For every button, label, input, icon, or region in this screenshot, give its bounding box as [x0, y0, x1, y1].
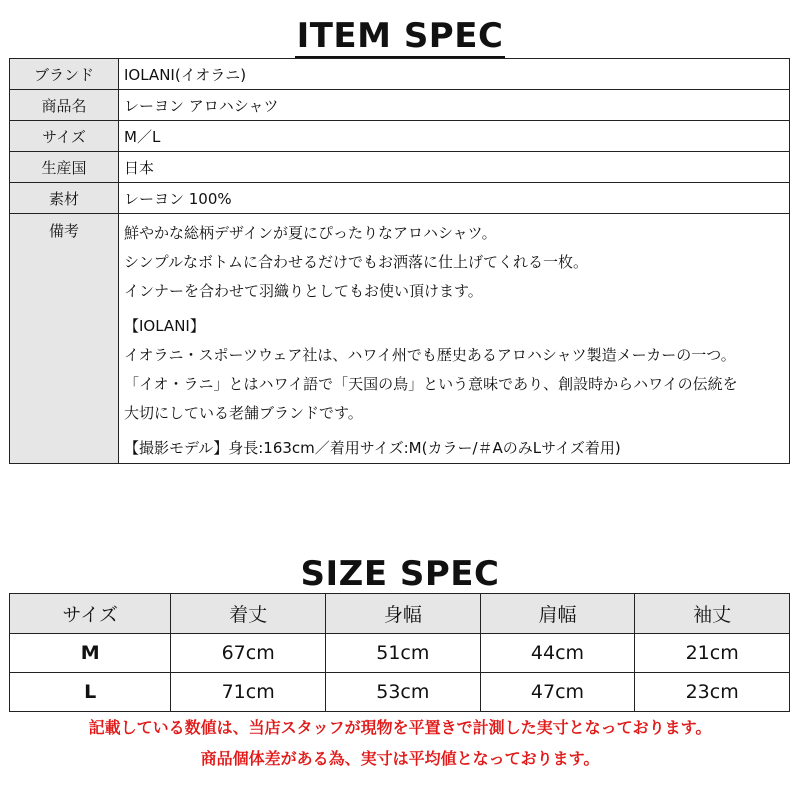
notes-line: インナーを合わせて羽織りとしてもお使い頂けます。: [124, 282, 483, 300]
item-spec-title: ITEM SPEC: [0, 16, 800, 56]
spec-row-brand: [10, 59, 790, 90]
header-sleeve: 袖丈: [635, 594, 790, 634]
spec-row-notes: [10, 214, 790, 464]
notes-line: 鮮やかな総柄デザインが夏にぴったりなアロハシャツ。: [124, 224, 497, 242]
notes-line: 【IOLANI】: [124, 317, 205, 335]
spec-value: IOLANI(イオラニ): [119, 59, 790, 90]
size-cell: 23cm: [635, 673, 790, 712]
size-cell: 51cm: [326, 634, 481, 673]
disclaimer-line-1: 記載している数値は、当店スタッフが現物を平置きで計測した実寸となっております。: [88, 718, 712, 737]
size-row-m: [10, 634, 790, 673]
spec-value: レーヨン アロハシャツ: [119, 90, 790, 121]
spec-key: サイズ: [10, 121, 119, 152]
spec-value: 日本: [119, 152, 790, 183]
notes-cell: [119, 214, 790, 464]
spec-row-material: [10, 183, 790, 214]
size-label: L: [10, 673, 171, 712]
header-width: 身幅: [326, 594, 481, 634]
size-cell: 53cm: [326, 673, 481, 712]
size-cell: 47cm: [480, 673, 635, 712]
notes-line: 「イオ・ラニ」とはハワイ語で「天国の鳥」という意味であり、創設時からハワイの伝統を: [124, 375, 738, 393]
spec-key: 素材: [10, 183, 119, 214]
spec-row-product-name: [10, 90, 790, 121]
spec-key: 生産国: [10, 152, 119, 183]
notes-line: イオラニ・スポーツウェア社は、ハワイ州でも歴史あるアロハシャツ製造メーカーの一つ。: [124, 346, 736, 364]
header-shoulder: 肩幅: [480, 594, 635, 634]
size-cell: 71cm: [171, 673, 326, 712]
spec-key: 備考: [10, 214, 119, 464]
size-cell: 67cm: [171, 634, 326, 673]
spec-key: ブランド: [10, 59, 119, 90]
size-cell: 44cm: [480, 634, 635, 673]
spec-key: 商品名: [10, 90, 119, 121]
size-row-l: [10, 673, 790, 712]
item-spec-table: [9, 58, 790, 464]
notes-line: 【撮影モデル】身長:163cm／着用サイズ:M(カラー/＃AのみLサイズ着用): [124, 439, 621, 457]
size-spec-table: [9, 593, 790, 712]
notes-line: シンプルなボトムに合わせるだけでもお洒落に仕上げてくれる一枚。: [124, 253, 589, 271]
header-size: サイズ: [10, 594, 171, 634]
size-cell: 21cm: [635, 634, 790, 673]
size-label: M: [10, 634, 171, 673]
size-spec-title: SIZE SPEC: [0, 554, 800, 594]
spec-value: レーヨン 100%: [119, 183, 790, 214]
header-length: 着丈: [171, 594, 326, 634]
disclaimer-line-2: 商品個体差がある為、実寸は平均値となっております。: [200, 749, 600, 768]
spec-row-size: [10, 121, 790, 152]
size-header-row: [10, 594, 790, 634]
notes-line: 大切にしている老舗ブランドです。: [124, 404, 363, 422]
spec-value: M／L: [119, 121, 790, 152]
spec-row-country: [10, 152, 790, 183]
